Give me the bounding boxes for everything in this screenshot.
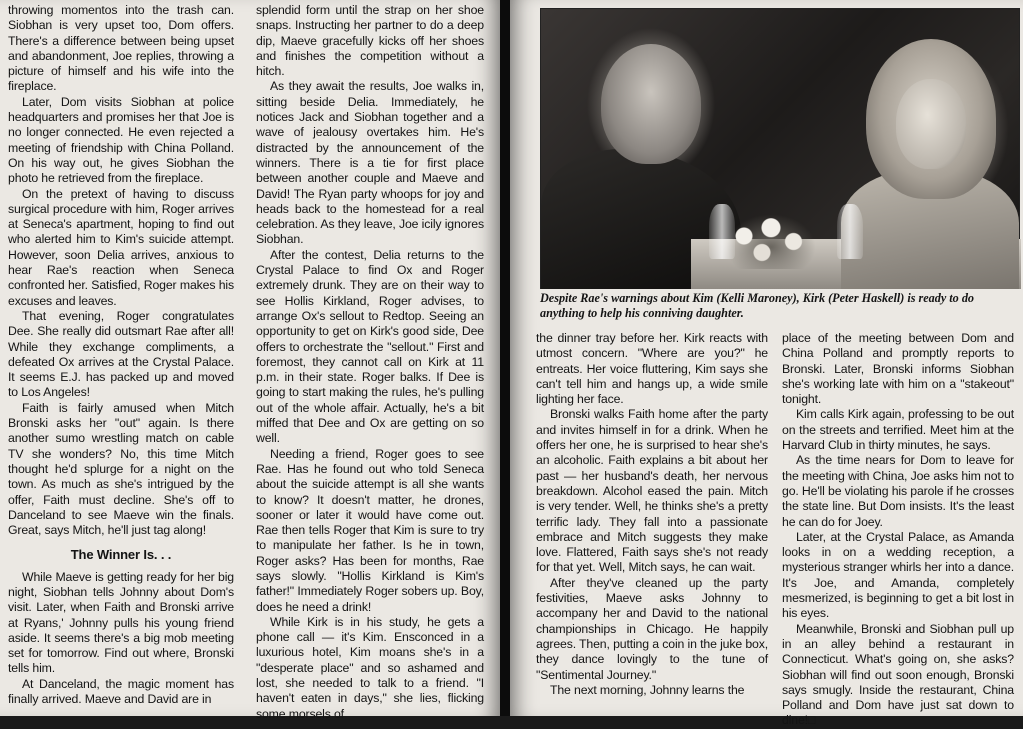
paragraph: On the pretext of having to discuss surgical procedure with him, Roger arrives at Seneca's apartment, hoping to find out who alerted him to Kim's suicide attempt. However, soon Delia arrives, anxious to hear Rae's reaction when Seneca confronted her. Satisfied, Roger makes his excuses and leaves. xyxy=(8,186,234,308)
right-column-1 xyxy=(536,331,768,713)
left-page xyxy=(0,0,500,721)
paragraph: the dinner tray before her. Kirk reacts with utmost concern. "Where are you?" he entreats. Her voice fluttering, Kim says she can't tell him and hangs up, a wide smile lighting her face. xyxy=(536,331,768,407)
paragraph: splendid form until the strap on her shoe snaps. Instructing her partner to do a deep dip, Maeve gracefully kicks off her shoes and finishes the competition without a hitch. xyxy=(256,3,484,79)
paragraph: As they await the results, Joe walks in, sitting beside Delia. Immediately, he notices Jack and Siobhan together and a wave of jealousy overtakes him. He's distracted by the announcement of the winners. There is a tie for first place between another couple and Maeve and David! The Ryan party whoops for joy and heads back to the homestead for a real celebration. As they leave, Joe icily ignores Siobhan. xyxy=(256,79,484,247)
paragraph: Meanwhile, Bronski and Siobhan pull up in an alley behind a restaurant in Connecticut. What's going on, she asks? Siobhan will find out soon enough, Bronski says smugly. Inside the restaurant, China Polland and Dom have just sat down to dine!□ xyxy=(782,621,1014,728)
paragraph: Bronski walks Faith home after the party and invites himself in for a drink. When he offers her one, he is surprised to hear she's an alcoholic. Faith explains a bit about her past — her husband's death, her nervous breakdown. Alcohol eased the pain. Mitch is very tender. Well, he thinks she's a pretty terrific lady. They fall into a passionate embrace and Mitch suggests they make love. Flattered, Faith says she's not ready for that yet. Well, Mitch says, he can wait. xyxy=(536,407,768,575)
right-page xyxy=(510,0,1023,728)
photo-man-head xyxy=(601,44,701,164)
photo-woman-face xyxy=(896,79,966,169)
article-photo xyxy=(540,8,1020,289)
paragraph: The next morning, Johnny learns the xyxy=(550,682,745,697)
paragraph: While Maeve is getting ready for her big night, Siobhan tells Johnny about Dom's visit. Later, when Faith and Bronski arrive at Ryans,' Johnny pulls his young friend aside. It seems there's a big mob meeting set for tomorrow. Find out where, Bronski tells him. xyxy=(8,569,234,676)
paragraph: throwing momentos into the trash can. Siobhan is very upset too, Dom offers. There's a difference between being upset and abandonment, Joe replies, throwing a picture of himself and his wife into the fireplace. xyxy=(8,3,234,94)
paragraph: Needing a friend, Roger goes to see Rae. Has he found out who told Seneca about the suicide attempt is all she wants to know? It doesn't matter, he drones, sooner or later it would have come out. Rae then tells Roger that Kim is sure to try to manipulate her father. Is he in town, Roger asks? Has been for months, Rae says slowly. "Hollis Kirkland is Kim's father!" Immediately Roger sobers up. Boy, does he need a drink! xyxy=(256,446,484,614)
paragraph: Faith is fairly amused when Mitch Bronski asks her "out" again. Is there another sumo wrestling match on cable TV she wonders? No, this time Mitch thought he'd splurge for a night on the town. As much as she's intrigued by the offer, Faith must decline. She's off to Danceland to see Maeve win the finals. Great, says Mitch, he'll just tag along! xyxy=(8,400,234,538)
left-column-1 xyxy=(8,3,234,713)
paragraph: place of the meeting between Dom and China Polland and promptly reports to Bronski. Later, Bronski informs Siobhan she's working late with him on a "stakeout" tonight. xyxy=(782,331,1014,407)
paragraph: Kim calls Kirk again, professing to be out on the streets and terrified. Meet him at the Harvard Club in thirty minutes, he says. xyxy=(782,407,1014,453)
left-column-2 xyxy=(256,3,484,721)
paragraph: After they've cleaned up the party festivities, Maeve asks Johnny to accompany her and David to the national championships in Chicago. He happily agrees. Then, putting a coin in the juke box, they dance lovingly to the tune of "Sentimental Journey." xyxy=(536,575,768,682)
paragraph: As the time nears for Dom to leave for the meeting with China, Joe asks him not to go. He'll be violating his parole if he crosses the state line. But Dom insists. It's the least he can do for Joey. xyxy=(782,453,1014,529)
right-column-2 xyxy=(782,331,1014,728)
paragraph: While Kirk is in his study, he gets a phone call — it's Kim. Ensconced in a luxurious hotel, Kim moans she's in a "desperate place" and so ashamed and lost, she needed to talk to a friend. "I haven't eaten in days," she lies, flicking some morsels of xyxy=(256,614,484,721)
paragraph: Later, at the Crystal Palace, as Amanda looks in on a wedding reception, a mysterious stranger whirls her into a dance. It's Joe, and Amanda, completely mesmerized, is beginning to get a bit lost in his eyes. xyxy=(782,529,1014,621)
photo-wine-glass xyxy=(837,204,863,259)
paragraph: That evening, Roger congratulates Dee. She really did outsmart Rae after all! While they exchange compliments, a defeated Ox arrives at the Crystal Palace. It seems E.J. has packed up and moved to Los Angeles! xyxy=(8,308,234,400)
photo-flowers xyxy=(726,214,816,269)
photo-wine-glass xyxy=(709,204,735,259)
paragraph: At Danceland, the magic moment has finally arrived. Maeve and David are in xyxy=(8,676,234,707)
book-gutter xyxy=(500,0,510,716)
section-heading: The Winner Is. . . xyxy=(70,547,172,563)
paragraph: Later, Dom visits Siobhan at police headquarters and promises her that Joe is no longer connected. He even rejected a meeting of friendship with China Polland. On his way out, he gives Siobhan the photo he retrieved from the fireplace. xyxy=(8,94,234,186)
photo-caption: Despite Rae's warnings about Kim (Kelli Maroney), Kirk (Peter Haskell) is ready to do anything to help his conniving daughter. xyxy=(540,291,975,320)
paragraph: After the contest, Delia returns to the Crystal Palace to find Ox and Roger extremely drunk. They are on their way to see Hollis Kirkland, Roger advises, to arrange Ox's sellout to Redtop. Seeing an opportunity to get on Kirk's good side, Dee offers to orchestrate the "sellout." First and foremost, they cannot call on Kirk at 11 p.m. in their state. Roger balks. If Dee is going to start making the rules, he's pulling out of the whole affair. Actually, he's a bit miffed that Dee and Ox are getting on so well. xyxy=(256,247,484,446)
